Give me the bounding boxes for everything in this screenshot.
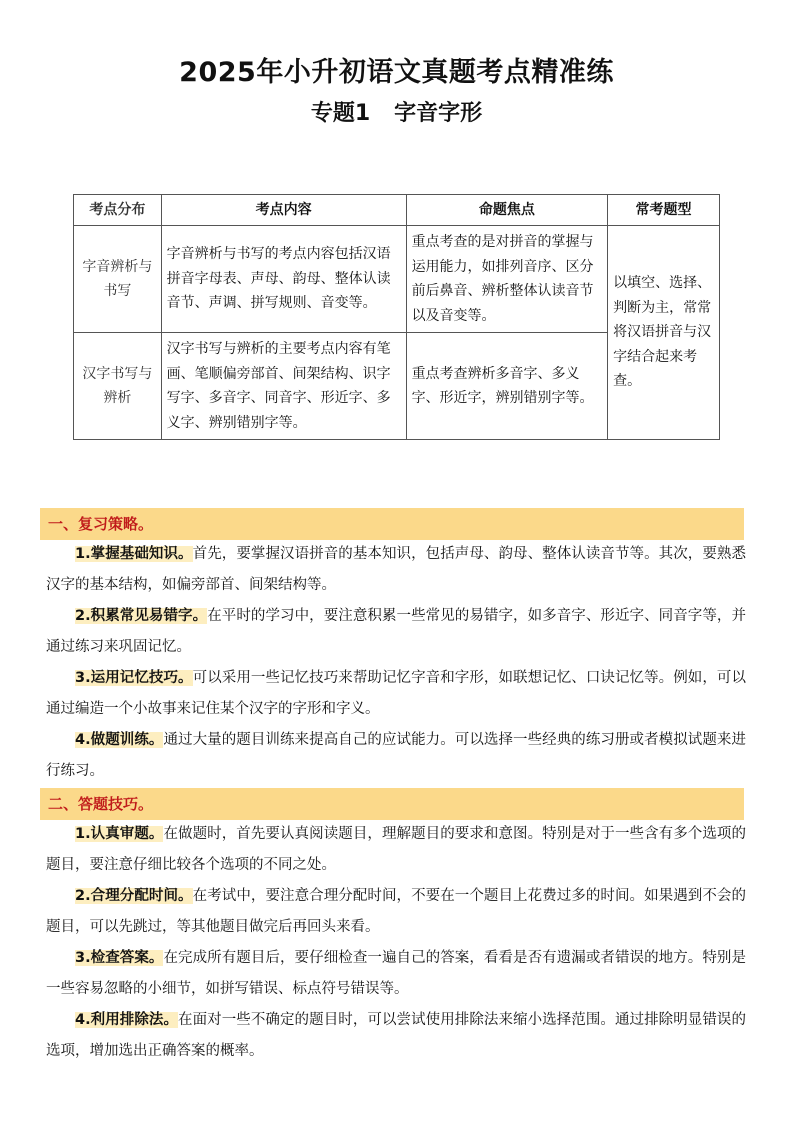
item-text: 在面对一些不确定的题目时，可以尝试使用排除法来缩小选择范围。通过排除明显错误的选项，增加选出正确答案的概率。 [46,1012,746,1059]
page-subtitle [0,96,793,127]
col-header-type: 常考题型 [608,195,720,226]
cell-focus: 重点考查的是对拼音的掌握与运用能力，如排列音序、区分前后鼻音、辨析整体认读音节以及音变等。 [406,226,608,333]
list-item [46,819,746,881]
cell-distribution: 字音辨析与书写 [74,226,162,333]
list-item [46,881,746,943]
list-item [46,601,746,663]
item-lead: 1.掌握基础知识。 [75,546,193,562]
col-header-content: 考点内容 [161,195,406,226]
cell-content: 汉字书写与辨析的主要考点内容有笔画、笔顺偏旁部首、间架结构、识字写字、多音字、同音字、形近字、多义字、辨别错别字等。 [161,333,406,440]
item-text: 可以采用一些记忆技巧来帮助记忆字音和字形，如联想记忆、口诀记忆等。例如，可以通过编造一个小故事来记住某个汉字的字形和字义。 [46,670,746,717]
subtitle-topic: 字音字形 [394,101,483,126]
section-review-body [46,539,746,787]
item-text: 首先，要掌握汉语拼音的基本知识，包括声母、韵母、整体认读音节等。其次，要熟悉汉字的基本结构，如偏旁部首、间架结构等。 [46,546,746,593]
item-text: 在完成所有题目后，要仔细检查一遍自己的答案，看看是否有遗漏或者错误的地方。特别是一些容易忽略的小细节，如拼写错误、标点符号错误等。 [46,950,746,997]
item-text: 在平时的学习中，要注意积累一些常见的易错字，如多音字、形近字、同音字等，并通过练习来巩固记忆。 [46,608,746,655]
topic-table [73,194,720,440]
item-lead: 4.做题训练。 [75,732,164,748]
table-header-row [74,195,720,226]
section-heading-tips: 二、答题技巧。 [40,788,744,820]
item-lead: 2.合理分配时间。 [75,888,193,904]
list-item [46,1005,746,1067]
section-tips-body [46,819,746,1067]
col-header-distribution: 考点分布 [74,195,162,226]
cell-focus: 重点考查辨析多音字、多义字、形近字，辨别错别字等。 [406,333,608,440]
list-item [46,943,746,1005]
cell-common-types: 以填空、选择、判断为主，常常将汉语拼音与汉字结合起来考查。 [608,226,720,440]
item-lead: 3.检查答案。 [75,950,164,966]
list-item [46,663,746,725]
item-lead: 2.积累常见易错字。 [75,608,208,624]
cell-distribution: 汉字书写与辨析 [74,333,162,440]
item-text: 在做题时，首先要认真阅读题目，理解题目的要求和意图。特别是对于一些含有多个选项的题目，要注意仔细比较各个选项的不同之处。 [46,826,746,873]
list-item [46,725,746,787]
table-row [74,226,720,333]
item-text: 在考试中，要注意合理分配时间，不要在一个题目上花费过多的时间。如果遇到不会的题目，可以先跳过，等其他题目做完后再回头来看。 [46,888,746,935]
item-text: 通过大量的题目训练来提高自己的应试能力。可以选择一些经典的练习册或者模拟试题来进行练习。 [46,732,746,779]
item-lead: 1.认真审题。 [75,826,164,842]
cell-content: 字音辨析与书写的考点内容包括汉语拼音字母表、声母、韵母、整体认读音节、声调、拼写规则、音变等。 [161,226,406,333]
item-lead: 4.利用排除法。 [75,1012,179,1028]
list-item [46,539,746,601]
page-title: 2025年小升初语文真题考点精准练 [179,57,614,88]
section-heading-review: 一、复习策略。 [40,508,744,540]
subtitle-label: 专题1 [310,101,371,126]
item-lead: 3.运用记忆技巧。 [75,670,193,686]
col-header-focus: 命题焦点 [406,195,608,226]
